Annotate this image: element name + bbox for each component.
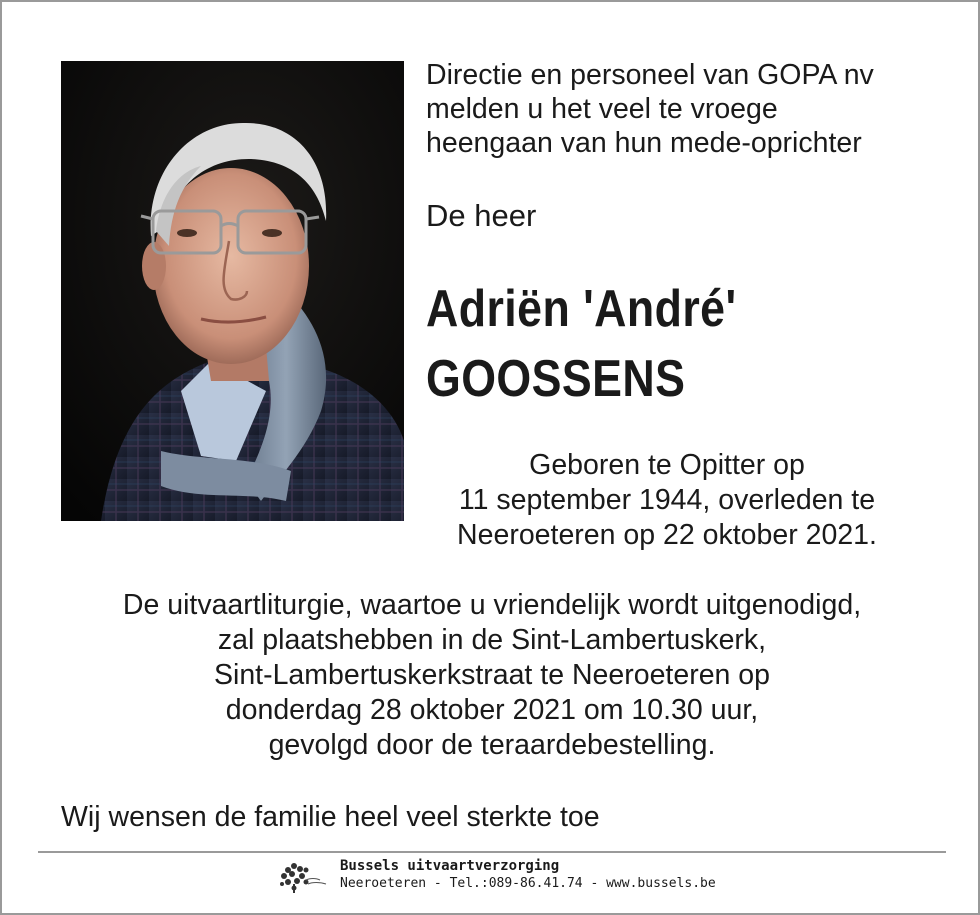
birth-death-line: 11 september 1944, overleden te [458,484,876,516]
funeral-home-logo [276,858,332,894]
portrait-photo [61,61,404,521]
portrait-illustration [61,61,404,521]
birth-death-line: Neeroeteren op 22 oktober 2021. [457,519,877,551]
divider [38,851,946,853]
funeral-details [2,588,980,763]
funeral-line: gevolgd door de teraardebestelling. [268,729,716,761]
funeral-line: De uitvaartliturgie, waartoe u vriendelijk wordt uitgenodigd, [122,589,862,621]
deceased-first-name: Adriën 'André' [426,280,737,338]
honorific: De heer [426,198,537,233]
funeral-home-name: Bussels uitvaartverzorging [340,858,560,874]
tree-logo-icon [276,858,332,894]
intro-line: Directie en personeel van GOPA nv [426,59,874,91]
birth-death-info [417,448,917,553]
funeral-line: Sint-Lambertuskerkstraat te Neeroeteren op [213,659,771,691]
funeral-home-contact: Neeroeteren - Tel.:089-86.41.74 - www.bussels.be [340,876,716,891]
deceased-last-name: GOOSSENS [426,350,686,408]
birth-death-line: Geboren te Opitter op [529,449,805,481]
deceased-name [426,274,737,414]
closing-wish: Wij wensen de familie heel veel sterkte toe [61,801,600,833]
funeral-line: donderdag 28 oktober 2021 om 10.30 uur, [225,694,759,726]
funeral-line: zal plaatshebben in de Sint-Lambertuskerk, [217,624,767,656]
announcement-intro [426,58,966,160]
intro-line: heengaan van hun mede-oprichter [426,127,862,159]
intro-line: melden u het veel te vroege [426,93,778,125]
